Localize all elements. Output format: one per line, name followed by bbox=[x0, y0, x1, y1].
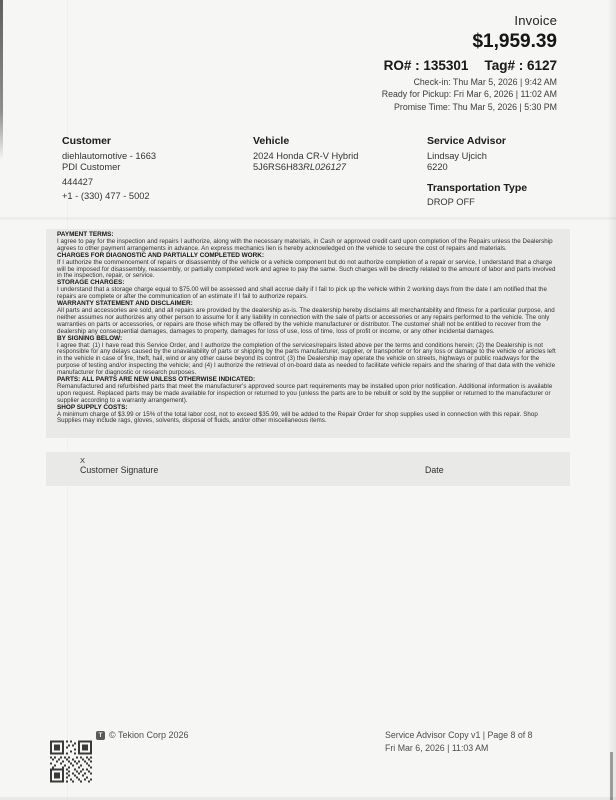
term-storage-charges: STORAGE CHARGES: I understand that a storage charge equal to $75.00 will be assessed and shall accrue daily if I fail to pick up the vehicle within 2 working days from the date I am notified that the repairs are complete or after the communication of an estimate if I fail to authorize repairs. bbox=[57, 279, 547, 301]
vehicle-title: Vehicle bbox=[253, 135, 290, 147]
printed-timestamp: Fri Mar 6, 2026 | 11:03 AM bbox=[385, 743, 489, 753]
signature-date-label: Date bbox=[425, 465, 444, 475]
transportation-type-value: DROP OFF bbox=[427, 197, 475, 208]
scan-streak bbox=[0, 217, 616, 220]
term-warranty-disclaimer: WARRANTY STATEMENT AND DISCLAIMER: All parts and accessories are sold, and all repairs are provided by the dealership as-is. The dealership hereby disclaims all merchantability and fitness for a particular purpose, and neither assumes nor authorizes any other person to assume for it any liability in connection with the sale of parts or accessories or any repairs performed to the vehicle. The only warranties on parts or accessories, or repairs are those which may be offered by the vehicle manufacturer or distributor. The customer shall not be entitled to recover from the dealership any consequential damages, damages to property, damages for loss of use, loss of time, loss of profit or income, or any other incidental damages. bbox=[57, 300, 555, 335]
scan-edge-left bbox=[0, 0, 3, 160]
tekion-logo-icon: T bbox=[96, 731, 105, 740]
service-advisor-name: Lindsay Ujcich bbox=[427, 150, 487, 161]
copy-page-info: Service Advisor Copy v1 | Page 8 of 8 bbox=[385, 730, 533, 740]
footer-right bbox=[385, 729, 557, 755]
terms-and-conditions-panel bbox=[46, 229, 570, 438]
transportation-type-title: Transportation Type bbox=[427, 181, 528, 194]
signature-x-mark: X bbox=[80, 456, 86, 465]
service-advisor-title: Service Advisor bbox=[427, 135, 506, 147]
qr-code bbox=[50, 739, 92, 784]
promise-time: Promise Time: Thu Mar 5, 2026 | 5:30 PM bbox=[394, 101, 557, 112]
customer-number: 444427 bbox=[62, 176, 94, 187]
invoice-amount: $1,959.39 bbox=[472, 31, 557, 52]
customer-phone: +1 - (330) 477 - 5002 bbox=[62, 191, 150, 202]
customer-section bbox=[62, 136, 247, 203]
customer-type: PDI Customer bbox=[62, 162, 121, 173]
ro-number: RO# : 135301 bbox=[383, 58, 469, 73]
term-shop-supply-costs: SHOP SUPPLY COSTS: A minimum charge of $3.99 or 15% of the total labor cost, not to exceed $35.99, will be added to the Repair Order for shop supplies used in connection with this repair. Shop Supplies may include rags, gloves, solvents, disposal of fluids, and/or other miscellaneous items. bbox=[57, 403, 538, 425]
vehicle-section bbox=[253, 136, 423, 174]
ro-tag-line bbox=[384, 58, 557, 73]
vehicle-model: 2024 Honda CR-V Hybrid bbox=[253, 150, 359, 161]
tag-number: Tag# : 6127 bbox=[484, 58, 557, 73]
scan-edge-right-dark bbox=[610, 752, 613, 800]
term-payment: PAYMENT TERMS: I agree to pay for the inspection and repairs I authorize, along with the necessary materials, in Cash or approved credit card upon completion of the Repairs unless the Dealership agrees to other payment arrangements in advance. An express mechanics lien is hereby acknowledged on the vehicle to secure the cost of repairs and materials. bbox=[57, 231, 553, 252]
copyright-text: © Tekion Corp 2026 bbox=[109, 730, 189, 740]
service-advisor-section bbox=[427, 136, 577, 209]
customer-title: Customer bbox=[62, 135, 112, 147]
check-in-time: Check-in: Thu Mar 5, 2026 | 9:42 AM bbox=[413, 77, 557, 87]
service-advisor-id: 6220 bbox=[427, 162, 448, 173]
term-by-signing-below: BY SIGNING BELOW: I agree that: (1) I have read this Service Order, and I authorize the completion of the services/repairs listed above per the terms and conditions herein; (2) the Dealership is not responsible for any delays caused by the unavailability of parts or shipping by the parts manufacturer, supplier, or transporter or for any loss or damage to the vehicle or articles left in the vehicle in case of fire, theft, hail, wind or any other cause beyond its control; (3) the Dealership may operate the vehicle on streets, highways or public roadways for the purpose of testing and/or inspecting the vehicle; and (4) I authorize the retrieval of on-board data as needed to facilitate vehicle repairs and the sharing of that data with the vehicle manufacturer for diagnostic or research purposes. bbox=[57, 334, 556, 377]
vehicle-vin: 5J6RS6H83RL026127 bbox=[253, 162, 347, 173]
scan-edge-right bbox=[607, 0, 616, 800]
signature-panel bbox=[46, 452, 570, 486]
term-parts-new: PARTS: ALL PARTS ARE NEW UNLESS OTHERWISE INDICATED: Remanufactured and refurbished parts that meet the manufacturer's approved source part requirements may be installed upon prior notification. Additional information is available upon request. Replaced parts may be made available for inspection or returned to you (unless the parts are to be rebuilt or sold by the supplier or returned to the manufacturer or supplier according to a warranty arrangement). bbox=[57, 376, 553, 404]
term-diagnostic-charges: CHARGES FOR DIAGNOSTIC AND PARTIALLY COMPLETED WORK: If I authorize the commencement of repairs or disassembly of the vehicle or a vehicle component but do not authorize completion of a repair or service, I understand that a charge will be imposed for disassembly, reassembly, or partially completed work and agree to pay the same. Such charges will be directly related to the amount of labor and parts involved in the inspection, repair, or service. bbox=[57, 251, 556, 280]
customer-signature-label: Customer Signature bbox=[80, 465, 159, 475]
invoice-header bbox=[472, 13, 557, 53]
ready-for-pickup-time: Ready for Pickup: Fri Mar 6, 2026 | 11:02 AM bbox=[381, 89, 557, 100]
invoice-label: Invoice bbox=[514, 13, 557, 28]
header-dates bbox=[382, 76, 557, 113]
customer-name: diehlautomotive - 1663 bbox=[62, 150, 157, 161]
